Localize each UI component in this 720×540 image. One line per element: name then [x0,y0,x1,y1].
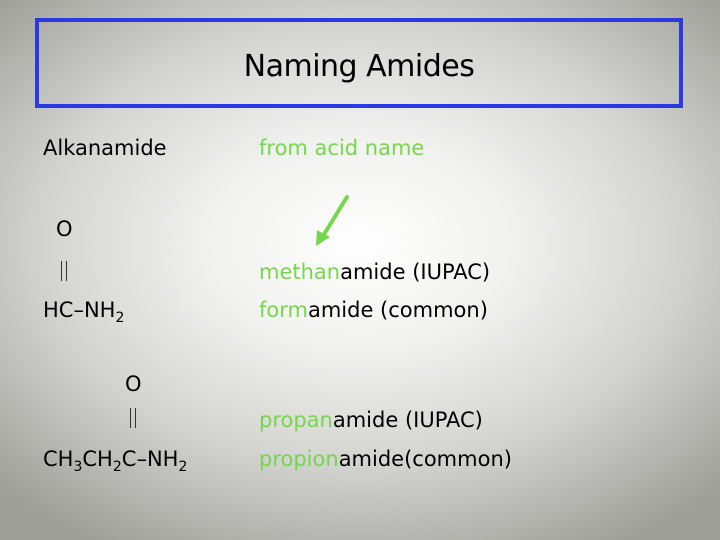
header-alkanamide: Alkanamide [43,136,167,160]
header-from-acid-name: from acid name [259,136,425,160]
methanamide-name: methanamide (IUPAC) [259,260,491,284]
page-title: Naming Amides [243,49,475,84]
methanamide-formula: $HC-NH_2$ [43,298,125,326]
propanamide-oxygen: O [125,372,142,396]
propanamide-double-bond [130,408,136,428]
methanamide-double-bond [61,261,67,281]
propanamide-formula: $CH_3CH_2C-NH_2$ [43,447,188,475]
arrow-down-left-icon [300,190,360,250]
propionamide-name: propionamide(common) [259,447,512,471]
propanamide-name: propanamide (IUPAC) [259,408,483,432]
formamide-name: formamide (common) [259,298,488,322]
title-frame [35,18,683,108]
methanamide-oxygen: O [56,217,73,241]
